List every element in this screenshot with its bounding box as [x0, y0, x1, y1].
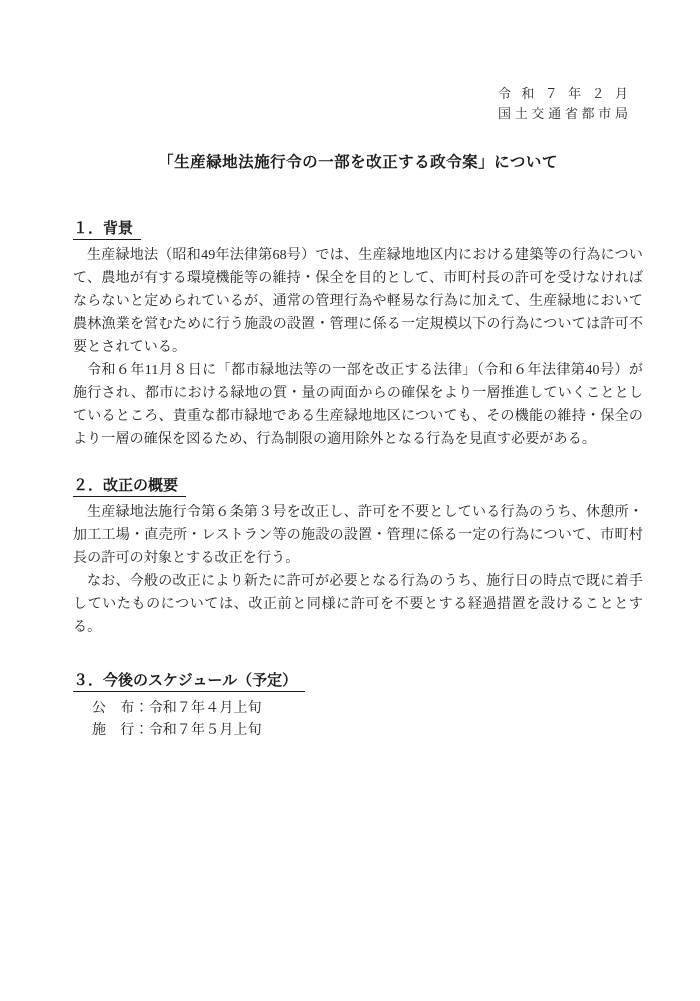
schedule-enforcement: 施 行：令和７年５月上旬 [92, 723, 262, 738]
document-date: 令和７年２月 [498, 86, 628, 101]
section-1-body [73, 244, 643, 451]
section-2-body [73, 501, 643, 639]
section-1-heading [73, 220, 643, 240]
section-2-heading-text: ２．改正の概要 [73, 477, 186, 497]
document-meta [73, 84, 643, 124]
section-2-paragraph-2: なお、今般の改正により新たに許可が必要となる行為のうち、施行日の時点で既に着手していたものについては、改正前と同様に許可を不要とする経過措置を設けることとする。 [73, 574, 643, 635]
section-1-heading-text: １．背景 [73, 220, 141, 240]
schedule-promulgation: 公 布：令和７年４月上旬 [92, 701, 262, 716]
document-author-org: 国土交通省都市局 [498, 106, 628, 121]
section-1-paragraph-1: 生産緑地法（昭和49年法律第68号）では、生産緑地地区内における建築等の行為について、農地が有する環境機能等の維持・保全を目的として、市町村長の許可を受けなければならないと定められているが、通常の管理行為や軽易な行為に加えて、生産緑地において農林漁業を営むために行う施設の設置・管理に係る一定規模以下の行為については許可不要とされている。 [73, 248, 643, 355]
document-title: 「生産緑地法施行令の一部を改正する政令案」について [158, 154, 558, 171]
section-3-heading-text: ３．今後のスケジュール（予定） [73, 672, 305, 692]
schedule-list [73, 698, 643, 742]
section-2-heading [73, 477, 643, 497]
section-1-paragraph-2: 令和６年11月８日に「都市緑地法等の一部を改正する法律」（令和６年法律第40号）が施行され、都市における緑地の質・量の両面からの確保をより一層推進していくこととしているところ、貴重な都市緑地である生産緑地地区についても、その機能の維持・保全のより一層の確保を図るため、行為制限の適用除外となる行為を見直す必要がある。 [73, 363, 643, 447]
section-2-paragraph-1: 生産緑地法施行令第６条第３号を改正し、許可を不要としている行為のうち、休憩所・加工工場・直売所・レストラン等の施設の設置・管理に係る一定の行為について、市町村長の許可の対象とする改正を行う。 [73, 505, 643, 566]
section-3-heading [73, 672, 643, 692]
